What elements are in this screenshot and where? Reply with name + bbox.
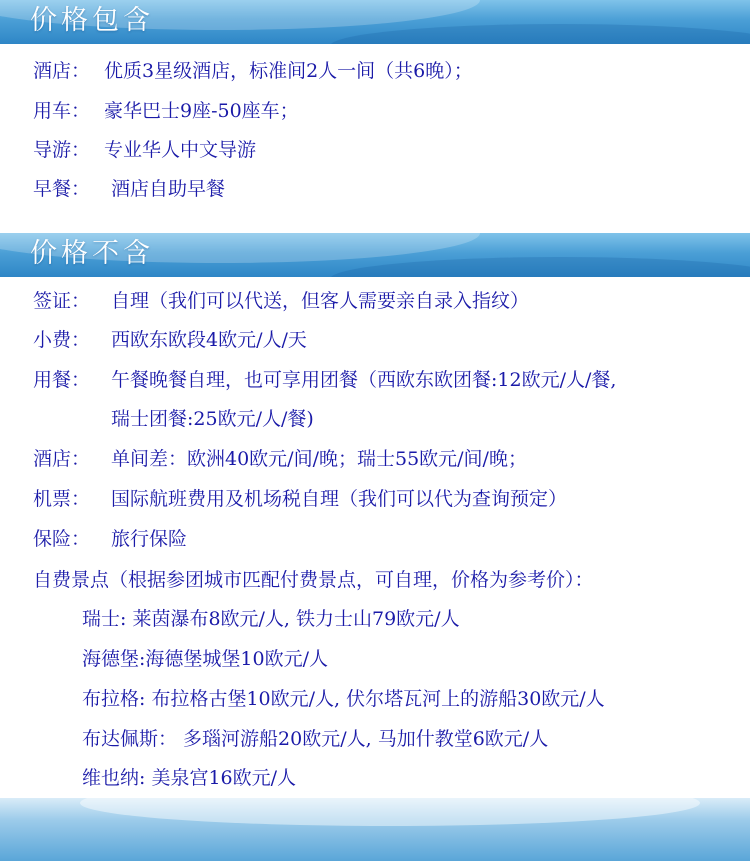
item-value: 午餐晚餐自理，也可享用团餐（西欧东欧团餐:12欧元/人/餐, xyxy=(111,369,617,391)
item-value: 国际航班费用及机场税自理（我们可以代为查询预定） xyxy=(111,488,568,510)
excluded-title: 价格不含 xyxy=(30,238,154,269)
item-value: 豪华巴士9座-50座车； xyxy=(104,100,299,122)
item-value-continued: 瑞士团餐:25欧元/人/餐) xyxy=(111,408,314,430)
optional-attraction-item: 海德堡:海德堡城堡10欧元/人 xyxy=(82,648,328,670)
item-value: 自理（我们可以代送，但客人需要亲自录入指纹） xyxy=(111,290,530,312)
item-label: 用车： xyxy=(33,100,91,122)
item-value: 优质3星级酒店，标准间2人一间（共6晚）； xyxy=(104,60,473,82)
item-label: 签证： xyxy=(33,290,91,312)
item-label: 保险： xyxy=(33,528,91,550)
item-label: 早餐： xyxy=(33,178,91,200)
optional-attraction-item: 布拉格: 布拉格古堡10欧元/人, 伏尔塔瓦河上的游船30欧元/人 xyxy=(82,688,605,710)
item-label: 小费： xyxy=(33,329,91,351)
item-value: 单间差：欧洲40欧元/间/晚；瑞士55欧元/间/晚； xyxy=(111,448,527,470)
optional-attraction-item: 瑞士: 莱茵瀑布8欧元/人, 铁力士山79欧元/人 xyxy=(82,608,460,630)
item-label: 导游： xyxy=(33,139,91,161)
item-label: 酒店： xyxy=(33,60,91,82)
included-title: 价格包含 xyxy=(30,5,154,36)
footer-decoration xyxy=(0,798,750,861)
optional-attraction-item: 布达佩斯： 多瑙河游船20欧元/人, 马加什教堂6欧元/人 xyxy=(82,728,549,750)
item-value: 酒店自助早餐 xyxy=(111,178,226,200)
item-value: 西欧东欧段4欧元/人/天 xyxy=(111,329,307,351)
item-label: 酒店： xyxy=(33,448,91,470)
optional-attractions-heading: 自费景点（根据参团城市匹配付费景点，可自理，价格为参考价）： xyxy=(33,569,594,591)
item-label: 用餐： xyxy=(33,369,91,391)
item-label: 机票： xyxy=(33,488,91,510)
item-value: 旅行保险 xyxy=(111,528,188,550)
excluded-banner xyxy=(0,233,750,277)
optional-attraction-item: 维也纳: 美泉宫16欧元/人 xyxy=(82,767,297,789)
item-value: 专业华人中文导游 xyxy=(104,139,257,161)
included-banner xyxy=(0,0,750,44)
